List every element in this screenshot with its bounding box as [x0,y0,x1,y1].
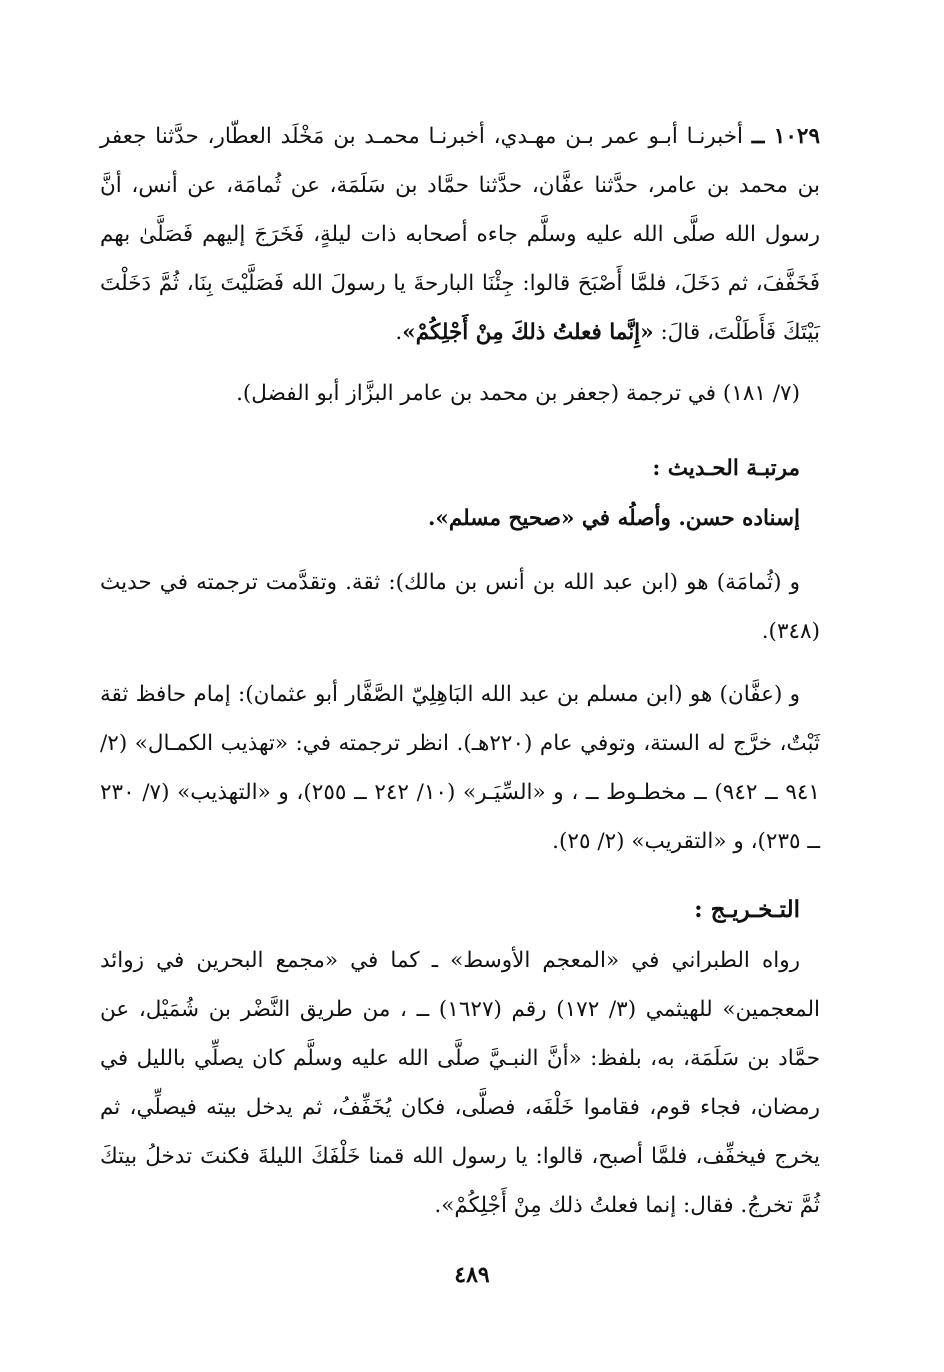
grade-heading: مرتبـة الحـديث : [652,456,800,481]
takhrij-heading: التـخـريـج : [694,896,800,923]
page-body [100,112,820,1230]
hadith-quote: «إِنَّما فعلتُ ذلكَ مِنْ أَجْلِكُمْ» [402,320,654,345]
takhrij-text: رواه الطبراني في «المعجم الأوسط» ـ كما في «مجمع البحرين في زوائد المعجمين» للهيثمي (٣/ ١٧٢) رقم (١٦٢٧) ــ ، من طريق النَّضْر بن شُمَيْل، عن حمَّاد بن سَلَمَة، به، بلفظ: «أنَّ النبـيَّ صلَّى الله عليه وسلَّم كان يصلِّي بالليل في رمضان، فجاء قوم، فقاموا خَلْفَه، فصلَّى، فكان يُخَفِّفُ، ثم يدخل بيته فيصلِّي، ثم يخرج فيخفِّف، فلمَّا أصبح، قالوا: يا رسول الله قمنا خَلْفَكَ الليلةَ فكنتَ تدخلُ بيتكَ ثُمَّ تخرجُ. فقال: إنما فعلتُ ذلك مِنْ أَجْلِكُمْ». [100,948,821,1218]
hadith-number: ١٠٢٩ ــ [751,124,820,149]
hadith-end: . [395,320,403,345]
grade-text: إسناده حسن. وأصلُه في «صحيح مسلم». [427,506,800,531]
narrator-affan: و (عفَّان) هو (ابن مسلم بن عبد الله البَاهِلِيّ الصَّفَّار أبو عثمان): إمام حافظ ثقة ثَبْتٌ، خرَّج له الستة، وتوفي عام (٢٢٠هـ). انظر ترجمته في: «تهذيب الكمـال» (٢/ ٩٤١ ــ ٩٤٢) ــ مخطـوط ــ ، و «السِّيَـر» (١٠/ ٢٤٢ ــ ٢٥٥)، و «التهذيب» (٧/ ٢٣٠ ــ ٢٣٥)، و «التقريب» (٢/ ٢٥). [100,682,820,854]
hadith-paragraph [100,112,820,357]
source-reference: (٧/ ١٨١) في ترجمة (جعفر بن محمد بن عامر البزَّاز أبو الفضل). [236,381,800,406]
hadith-isnad: أخبرنـا أبـو عمر بـن مهـدي، أخبرنـا محمـد بن مَخْلَد العطّار، حدَّثنا جعفر بن محمد بن عامر، حدَّثنا عفَّان، حدَّثنا حمَّاد بن سَلَمَة، عن ثُمامَة، [100,124,821,198]
narrator-thumama: و (ثُمامَة) هو (ابن عبد الله بن أنس بن مالك): ثقة. وتقدَّمت ترجمته في حديث (٣٤٨). [100,570,820,644]
hadith-matn: عن أنس، أنَّ رسول الله صلَّى الله عليه وسلَّم جاءه أصحابه ذات ليلةٍ، فَخَرَجَ إليهم فَصَلَّىٰ بهم فَخَفَّفَ، ثم دَخَلَ، فلمَّا أَصْبَحَ قالوا: جِئْنَا البارحةَ يا رسولَ الله فَصَلَّيْتَ بِنَا، ثُمَّ دَخَلْتَ بَيْتَكَ فَأَطَلْتَ، قالَ: [100,173,820,345]
page-number: ٤٨٩ [454,1262,490,1288]
